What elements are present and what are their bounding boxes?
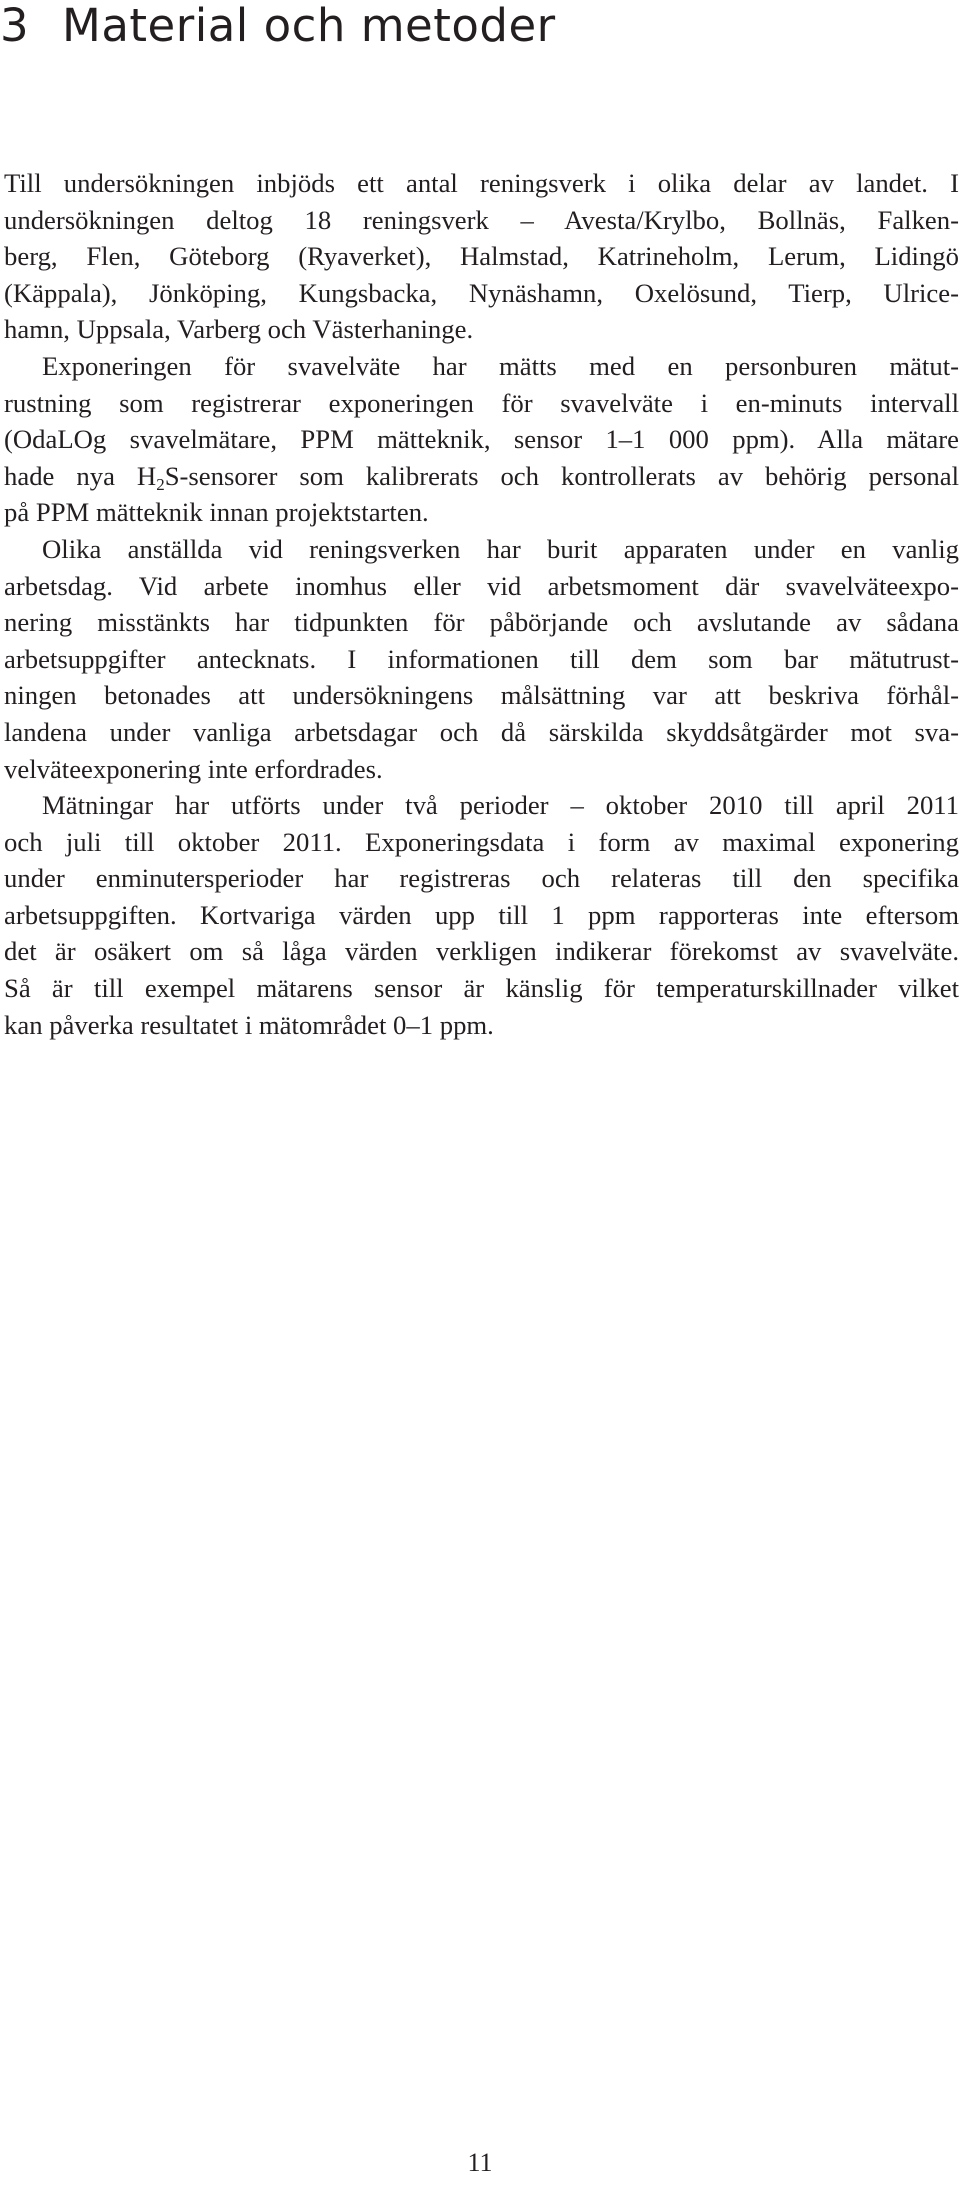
text-line: rustning som registrerar exponeringen för svavelväte i en-minuts intervall [4, 387, 959, 418]
text-line: det är osäkert om så låga värden verkligen indikerar förekomst av svavelväte. [4, 936, 959, 967]
paragraph-exposure-measurement [4, 348, 959, 531]
section-title: Material och metoder [62, 0, 556, 52]
text-line: Till undersökningen inbjöds ett antal reningsverk i olika delar av landet. I [4, 168, 959, 198]
text-line: och juli till oktober 2011. Exponeringsdata i form av maximal exponering [4, 826, 959, 857]
text-line: kan påverka resultatet i mätområdet 0–1 ppm. [4, 1009, 494, 1040]
page-number: 11 [467, 2148, 493, 2177]
paragraph-periods [4, 787, 959, 1043]
text-line: Så är till exempel mätarens sensor är känslig för temperaturskillnader vilket [4, 973, 959, 1004]
section-number: 3 [0, 0, 30, 52]
text-line: Mätningar har utförts under två perioder – oktober 2010 till april 2011 [42, 790, 959, 821]
text-line: landena under vanliga arbetsdagar och då särskilda skyddsåtgärder mot sva- [4, 716, 959, 747]
text-line: arbetsuppgiften. Kortvariga värden upp till 1 ppm rapporteras inte eftersom [4, 899, 959, 930]
section-heading [0, 0, 960, 60]
paragraph-participants [4, 165, 959, 348]
text-line: nering misstänkts har tidpunkten för påbörjande och avslutande av sådana [4, 607, 959, 638]
text-line: velväteexponering inte erfordrades. [4, 753, 383, 784]
text-line: ningen betonades att undersökningens målsättning var att beskriva förhål- [4, 680, 959, 711]
subscript-2: 2 [156, 474, 165, 494]
text-line: på PPM mätteknik innan projektstarten. [4, 497, 429, 528]
text-line-h2s [4, 458, 959, 495]
paragraph-workers [4, 531, 959, 787]
text-line: (OdaLOg svavelmätare, PPM mätteknik, sensor 1–1 000 ppm). Alla mätare [4, 424, 959, 455]
text-line: arbetsuppgifter antecknats. I informationen till dem som bar mätutrust- [4, 643, 959, 674]
text-line: undersökningen deltog 18 reningsverk – Avesta/Krylbo, Bollnäs, Falken- [4, 204, 959, 235]
body-text [4, 165, 959, 1043]
text-line: arbetsdag. Vid arbete inomhus eller vid arbetsmoment där svavelväteexpo- [4, 570, 959, 601]
text-line: Exponeringen för svavelväte har mätts med en personburen mätut- [42, 350, 959, 381]
text-line: hamn, Uppsala, Varberg och Västerhaninge. [4, 314, 474, 345]
h2s-line-end: S-sensorer som kalibrerats och kontrollerats av behörig personal [164, 460, 959, 491]
h2s-line-start: hade nya H [4, 460, 157, 491]
text-line: berg, Flen, Göteborg (Ryaverket), Halmstad, Katrineholm, Lerum, Lidingö [4, 241, 959, 272]
text-line: under enminutersperioder har registreras och relateras till den specifika [4, 863, 959, 894]
text-line: Olika anställda vid reningsverken har burit apparaten under en vanlig [42, 533, 959, 564]
text-line: (Käppala), Jönköping, Kungsbacka, Nynäshamn, Oxelösund, Tierp, Ulrice- [4, 277, 959, 308]
